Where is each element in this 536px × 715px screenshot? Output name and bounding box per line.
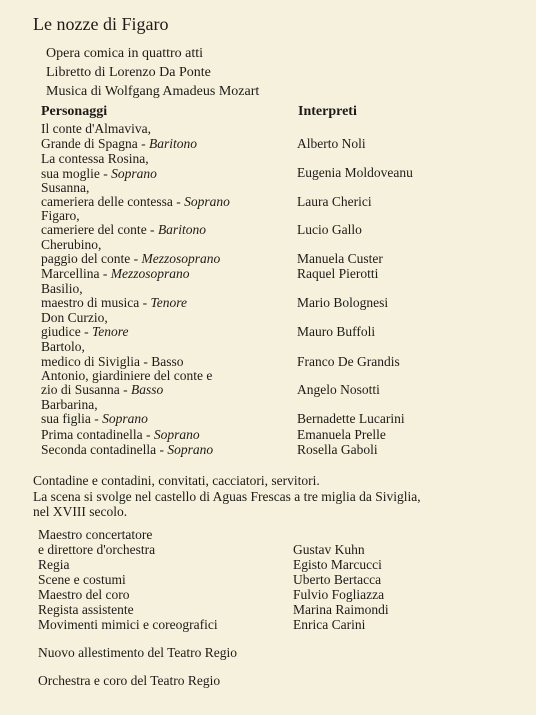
performer-name: Lucio Gallo: [297, 222, 362, 237]
character-role: medico di Siviglia - Basso: [41, 354, 184, 369]
character-role: Prima contadinella - Soprano: [41, 427, 200, 442]
staff-role: Movimenti mimici e coreografici: [38, 617, 218, 632]
character-role: cameriera delle contessa - Soprano: [41, 194, 230, 209]
staff-name: Egisto Marcucci: [293, 557, 382, 572]
voice-type: Tenore: [91, 324, 129, 339]
opera-genre: Opera comica in quattro atti: [46, 46, 204, 61]
character-role: sua moglie - Soprano: [41, 166, 157, 181]
staff-role: Regia: [38, 557, 70, 572]
performer-name: Raquel Pierotti: [297, 266, 379, 281]
voice-type: Mezzosoprano: [110, 266, 190, 281]
voice-type: Soprano: [184, 194, 230, 209]
orchestra-note: Orchestra e coro del Teatro Regio: [38, 673, 221, 688]
setting-line: La scena si svolge nel castello di Aguas Frescas a tre miglia da Siviglia,: [33, 489, 421, 504]
production-note: Nuovo allestimento del Teatro Regio: [38, 645, 238, 660]
character-role: sua figlia - Soprano: [41, 411, 148, 426]
character-name: Barbarina,: [41, 397, 98, 412]
staff-role: Maestro concertatore: [38, 527, 153, 542]
performer-name: Mario Bolognesi: [297, 295, 389, 310]
character-name: Cherubino,: [41, 237, 102, 252]
voice-type: Baritono: [157, 222, 206, 237]
character-role: cameriere del conte - Baritono: [41, 222, 206, 237]
performer-name: Mauro Buffoli: [297, 324, 376, 339]
performer-name: Emanuela Prelle: [297, 427, 386, 442]
character-name: Don Curzio,: [41, 310, 108, 325]
voice-type: Soprano: [111, 166, 157, 181]
staff-name: Marina Raimondi: [293, 602, 389, 617]
character-role: zio di Susanna - Basso: [41, 382, 164, 397]
performer-name: Bernadette Lucarini: [297, 411, 405, 426]
voice-type: Soprano: [102, 411, 148, 426]
voice-type: Tenore: [150, 295, 187, 310]
character-role: paggio del conte - Mezzosoprano: [41, 251, 221, 266]
character-role: maestro di musica - Tenore: [41, 295, 187, 310]
setting-line: nel XVIII secolo.: [33, 504, 128, 519]
character-name: Antonio, giardiniere del conte e: [41, 368, 213, 383]
performer-name: Alberto Noli: [297, 136, 366, 151]
characters-header: Personaggi: [41, 104, 108, 119]
character-name: Figaro,: [41, 208, 80, 223]
performer-name: Franco De Grandis: [297, 354, 400, 369]
opera-title: Le nozze di Figaro: [33, 14, 169, 34]
performer-name: Manuela Custer: [297, 251, 383, 266]
staff-role: Regista assistente: [38, 602, 134, 617]
character-name: Susanna,: [41, 180, 90, 195]
character-name: La contessa Rosina,: [41, 151, 149, 166]
character-role: giudice - Tenore: [41, 324, 129, 339]
staff-role: Scene e costumi: [38, 572, 126, 587]
staff-name: Uberto Bertacca: [293, 572, 382, 587]
character-role: Grande di Spagna - Baritono: [41, 136, 197, 151]
extras-note: Contadine e contadini, convitati, cacciatori, servitori.: [33, 473, 320, 488]
staff-role: e direttore d'orchestra: [38, 542, 156, 557]
performer-name: Rosella Gaboli: [297, 442, 378, 457]
performers-header: Interpreti: [298, 104, 357, 119]
staff-name: Gustav Kuhn: [293, 542, 365, 557]
performer-name: Angelo Nosotti: [297, 382, 380, 397]
staff-name: Enrica Carini: [293, 617, 366, 632]
voice-type: Baritono: [148, 136, 197, 151]
staff-name: Fulvio Fogliazza: [293, 587, 385, 602]
character-name: Basilio,: [41, 281, 83, 296]
character-role: Marcellina - Mezzosoprano: [41, 266, 190, 281]
performer-name: Laura Cherici: [297, 194, 372, 209]
librettist: Libretto di Lorenzo Da Ponte: [46, 65, 211, 80]
composer: Musica di Wolfgang Amadeus Mozart: [46, 84, 260, 99]
voice-type: Mezzosoprano: [141, 251, 221, 266]
staff-role: Maestro del coro: [38, 587, 130, 602]
voice-type: Soprano: [167, 442, 214, 457]
character-name: Il conte d'Almaviva,: [41, 121, 152, 136]
voice-type: Basso: [131, 382, 164, 397]
performer-name: Eugenia Moldoveanu: [297, 165, 413, 180]
voice-type: Soprano: [153, 427, 200, 442]
character-role: Seconda contadinella - Soprano: [41, 442, 214, 457]
character-name: Bartolo,: [41, 339, 85, 354]
opera-intro: [46, 44, 259, 101]
